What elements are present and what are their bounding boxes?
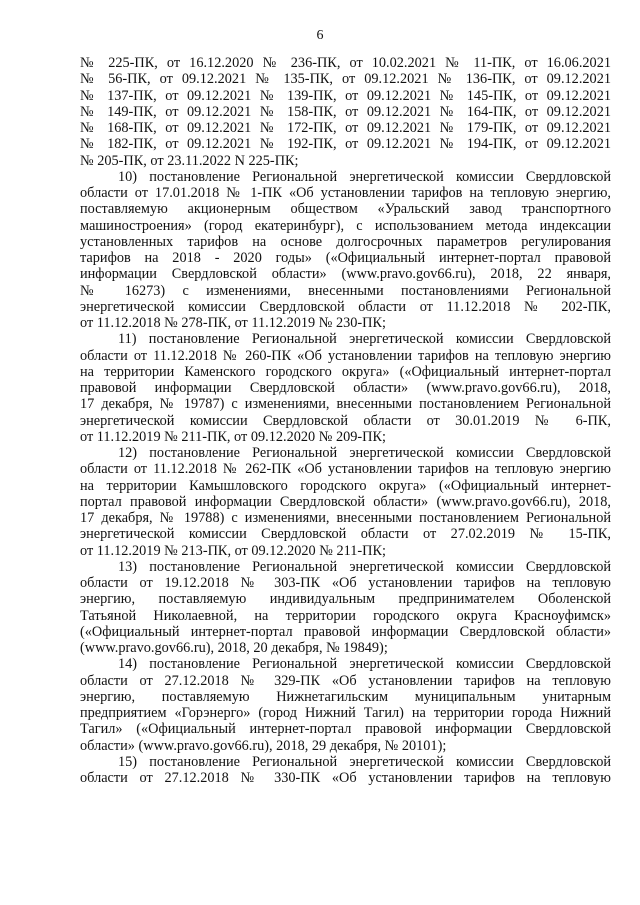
text-line: поставляемую акционерным обществом «Уральский завод транспортного	[80, 201, 611, 218]
text-line: области от 27.12.2018 № 329-ПК «Об установлении тарифов на тепловую	[80, 672, 611, 689]
text-line: области от 11.12.2018 № 260-ПК «Об установлении тарифов на тепловую энергию	[80, 347, 611, 364]
text-line: 10) постановление Региональной энергетической комиссии Свердловской	[118, 168, 611, 185]
text-line: на территории Камышловского городского округа» («Официальный интернет-	[80, 477, 611, 494]
text-line: № 205-ПК, от 23.11.2022 N 225-ПК;	[80, 152, 299, 169]
text-line: установленных тарифов на основе долгосрочных параметров регулирования	[80, 233, 611, 250]
page-number: 6	[316, 28, 324, 43]
text-line: области от 27.12.2018 № 330-ПК «Об установлении тарифов на тепловую	[80, 770, 611, 786]
text-line: № 56-ПК, от 09.12.2021 № 135-ПК, от 09.12.2021 № 136-ПК, от 09.12.2021	[80, 71, 611, 88]
text-line: 12) постановление Региональной энергетической комиссии Свердловской	[118, 445, 611, 461]
text-line: информации Свердловской области» (www.pravo.gov66.ru), 2018, 22 января,	[80, 266, 611, 283]
text-line: энергетической комиссии Свердловской области от 27.02.2019 № 15-ПК,	[80, 526, 611, 543]
text-line: от 11.12.2019 № 213-ПК, от 09.12.2020 № 211-ПК;	[80, 542, 387, 559]
text-line: области от 17.01.2018 № 1-ПК «Об установлении тарифов на тепловую энергию,	[80, 185, 611, 201]
text-line: области от 11.12.2018 № 262-ПК «Об установлении тарифов на тепловую энергию	[80, 461, 611, 478]
text-line: энергетической комиссии Свердловской области от 30.01.2019 № 6-ПК,	[80, 412, 611, 429]
text-line: № 168-ПК, от 09.12.2021 № 172-ПК, от 09.12.2021 № 179-ПК, от 09.12.2021	[80, 120, 611, 136]
text-line: 15) постановление Региональной энергетической комиссии Свердловской	[118, 753, 611, 770]
text-line: № 225-ПК, от 16.12.2020 № 236-ПК, от 10.02.2021 № 11-ПК, от 16.06.2021	[80, 55, 611, 71]
text-line: предприятием «Горэнерго» (город Нижний Тагил) на территории города Нижний	[80, 705, 611, 721]
text-line: 13) постановление Региональной энергетической комиссии Свердловской	[118, 558, 611, 575]
text-line: портал правовой информации Свердловской области» (www.pravo.gov66.ru), 2018,	[80, 493, 611, 510]
text-line: 17 декабря, № 19788) с изменениями, внесенными постановлением Региональной	[80, 510, 611, 526]
text-line: Тагил» («Официальный интернет-портал правовой информации Свердловской	[80, 721, 611, 738]
text-line: 17 декабря, № 19787) с изменениями, внесенными постановлением Региональной	[80, 396, 611, 413]
text-line: № 149-ПК, от 09.12.2021 № 158-ПК, от 09.12.2021 № 164-ПК, от 09.12.2021	[80, 103, 611, 120]
text-line: № 182-ПК, от 09.12.2021 № 192-ПК, от 09.12.2021 № 194-ПК, от 09.12.2021	[80, 136, 611, 153]
text-line: (www.pravo.gov66.ru), 2018, 20 декабря, № 19849);	[80, 640, 388, 656]
text-line: энергию, поставляемую индивидуальным предпринимателем Оболенской	[80, 591, 611, 608]
document-body	[80, 55, 611, 786]
text-line: тарифов на 2018 - 2020 годы» («Официальный интернет-портал правовой	[80, 250, 611, 266]
text-line: 11) постановление Региональной энергетической комиссии Свердловской	[118, 331, 611, 348]
text-line: № 137-ПК, от 09.12.2021 № 139-ПК, от 09.12.2021 № 145-ПК, от 09.12.2021	[80, 87, 611, 104]
text-line: 14) постановление Региональной энергетической комиссии Свердловской	[118, 656, 611, 673]
text-line: правовой информации Свердловской области» (www.pravo.gov66.ru), 2018,	[80, 380, 611, 396]
text-line: машиностроения» (город екатеринбург), с использованием метода индексации	[80, 217, 611, 234]
text-line: № 16273) с изменениями, внесенными постановлениями Региональной	[80, 282, 611, 299]
text-line: энергетической комиссии Свердловской области от 11.12.2018 № 202-ПК,	[80, 298, 611, 315]
text-line: энергию, поставляемую Нижнетагильским муниципальным унитарным	[80, 688, 611, 705]
text-line: от 11.12.2018 № 278-ПК, от 11.12.2019 № 230-ПК;	[80, 315, 387, 331]
text-line: на территории Каменского городского округа» («Официальный интернет-портал	[80, 363, 611, 380]
text-line: области» (www.pravo.gov66.ru), 2018, 29 декабря, № 20101);	[80, 737, 447, 754]
text-line: области от 19.12.2018 № 303-ПК «Об установлении тарифов на тепловую	[80, 575, 611, 591]
text-line: Татьяной Николаевной, на территории городского округа Красноуфимск»	[80, 607, 611, 624]
text-line: от 11.12.2019 № 211-ПК, от 09.12.2020 № 209-ПК;	[80, 428, 387, 445]
text-line: («Официальный интернет-портал правовой информации Свердловской области»	[80, 623, 611, 640]
